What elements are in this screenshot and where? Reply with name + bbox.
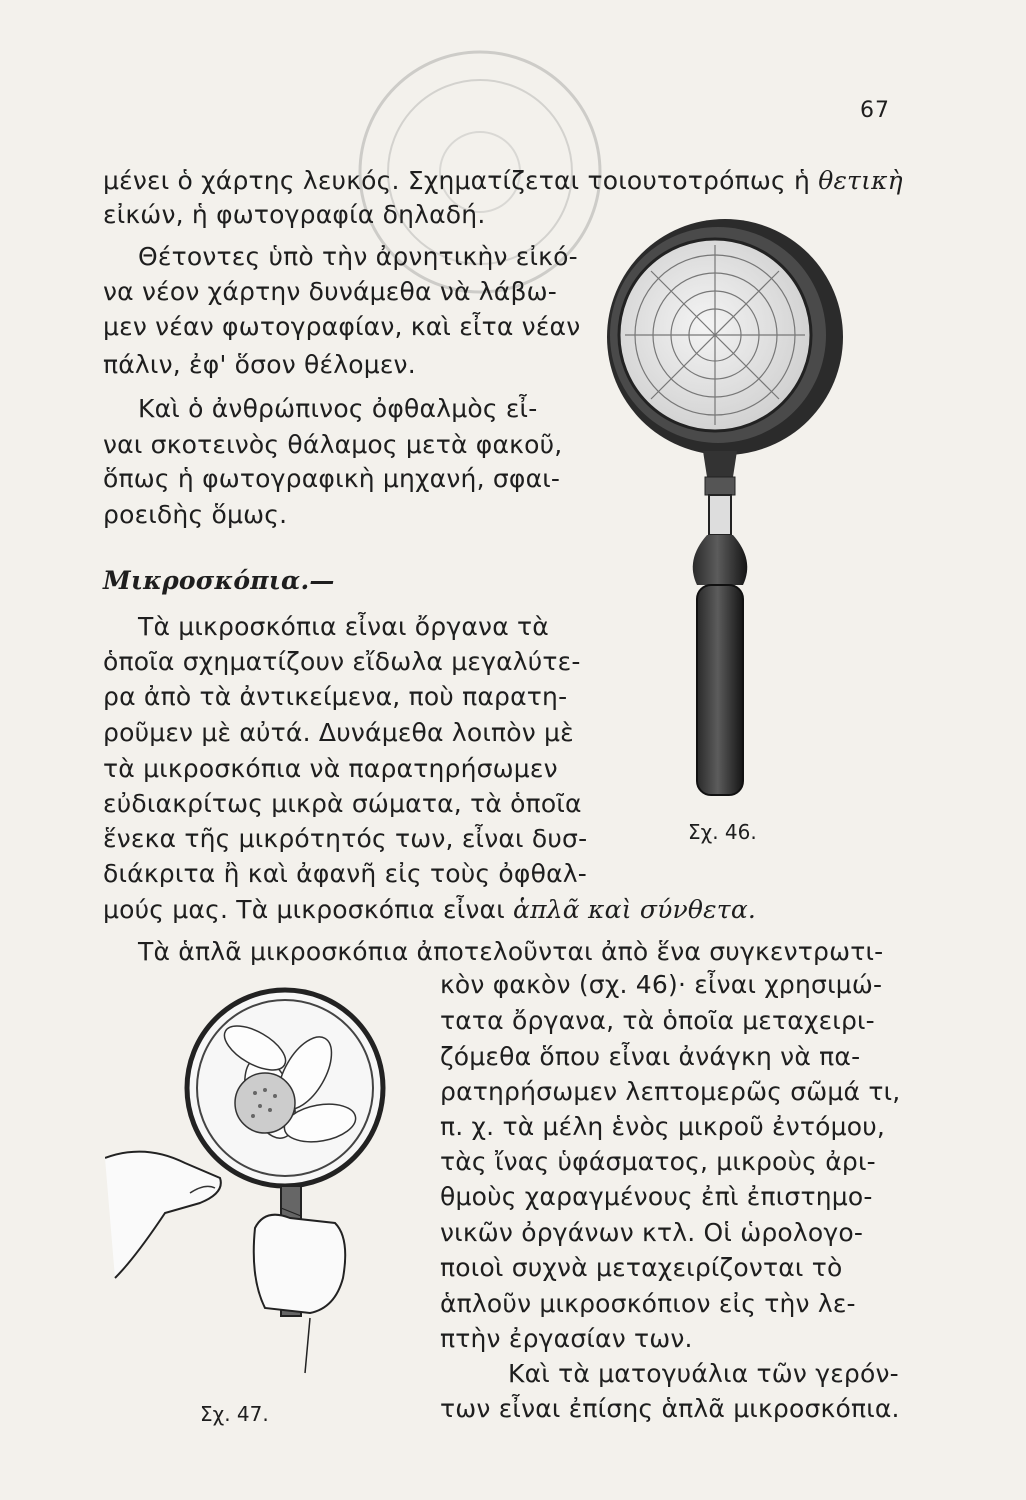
text-line-7: Καὶ ὁ ἀνθρώπινος ὀφθαλμὸς εἶ- (138, 394, 538, 423)
hand-magnifier-figure (105, 978, 425, 1378)
term-simple-compound: ἁπλᾶ καὶ σύνθετα. (513, 895, 757, 924)
text-line-6: πάλιν, ἐφ' ὅσον θέλομεν. (103, 350, 416, 379)
term-thetiki: θετικὴ (818, 166, 903, 195)
text-line-32: πτὴν ἐργασίαν των. (440, 1324, 693, 1353)
figure-47-caption: Σχ. 47. (200, 1402, 269, 1426)
text-line-14: ρα ἀπὸ τὰ ἀντικείμενα, ποὺ παρατη- (103, 682, 568, 711)
magnifying-glass-figure (585, 215, 875, 815)
text-line-10: ροειδὴς ὅμως. (103, 500, 288, 529)
text-line-34: των εἶναι ἐπίσης ἁπλᾶ μικροσκόπια. (440, 1394, 900, 1423)
text-line-15: ροῦμεν μὲ αὐτά. Δυνάμεθα λοιπὸν μὲ (103, 718, 574, 747)
text-line-8: ναι σκοτεινὸς θάλαμος μετὰ φακοῦ, (103, 430, 563, 459)
text-line-16: τὰ μικροσκόπια νὰ παρατηρήσωμεν (103, 754, 558, 783)
text-line-2: εἰκών, ἡ φωτογραφία δηλαδή. (103, 200, 486, 229)
text-line-17: εὐδιακρίτως μικρὰ σώματα, τὰ ὁποῖα (103, 789, 582, 818)
text-line-24: ζόμεθα ὅπου εἶναι ἀνάγκη νὰ πα- (440, 1042, 861, 1071)
text-line-22: κὸν φακὸν (σχ. 46)· εἶναι χρησιμώ- (440, 970, 883, 999)
text-line-33: Καὶ τὰ ματογυάλια τῶν γερόν- (508, 1359, 899, 1388)
text-line-29: νικῶν ὀργάνων κτλ. Οἱ ὡρολογο- (440, 1218, 864, 1247)
text-line-31: ἁπλοῦν μικροσκόπιον εἰς τὴν λε- (440, 1289, 856, 1318)
text-line-26: π. χ. τὰ μέλη ἑνὸς μικροῦ ἐντόμου, (440, 1112, 886, 1141)
text-line-30: ποιοὶ συχνὰ μεταχειρίζονται τὸ (440, 1253, 843, 1282)
text-line-23: τατα ὄργανα, τὰ ὁποῖα μεταχειρι- (440, 1006, 875, 1035)
text-line-4: να νέον χάρτην δυνάμεθα νὰ λάβω- (103, 277, 557, 306)
text-line-25: ρατηρήσωμεν λεπτομερῶς σῶμά τι, (440, 1077, 901, 1106)
text-line-9: ὅπως ἡ φωτογραφικὴ μηχανή, σφαι- (103, 464, 561, 493)
text-line-21: Τὰ ἁπλᾶ μικροσκόπια ἀποτελοῦνται ἀπὸ ἕνα συγκεντρωτι- (138, 937, 884, 966)
text-line-1: μένει ὁ χάρτης λευκός. Σχηματίζεται τοιουτοτρόπως ἡ θετικὴ (103, 166, 903, 195)
text-line-18: ἕνεκα τῆς μικρότητός των, εἶναι δυσ- (103, 824, 588, 853)
text-line-28: θμοὺς χαραγμένους ἐπὶ ἐπιστημο- (440, 1182, 873, 1211)
figure-46-caption: Σχ. 46. (688, 820, 757, 844)
text-line-27: τὰς ἴνας ὑφάσματος, μικροὺς ἀρι- (440, 1147, 876, 1176)
text-line-5: μεν νέαν φωτογραφίαν, καὶ εἶτα νέαν (103, 312, 581, 341)
text-line-20: μούς μας. Τὰ μικροσκόπια εἶναι ἁπλᾶ καὶ σύνθετα. (103, 895, 757, 924)
section-heading: Μικροσκόπια.— (103, 566, 335, 595)
text-line-13: ὁποῖα σχηματίζουν εἴδωλα μεγαλύτε- (103, 647, 581, 676)
text-line-3: Θέτοντες ὑπὸ τὴν ἀρνητικὴν εἰκό- (138, 242, 578, 271)
text-line-12: Τὰ μικροσκόπια εἶναι ὄργανα τὰ (138, 612, 549, 641)
page-number: 67 (860, 98, 890, 123)
text-line-19: διάκριτα ἢ καὶ ἀφανῆ εἰς τοὺς ὀφθαλ- (103, 859, 587, 888)
